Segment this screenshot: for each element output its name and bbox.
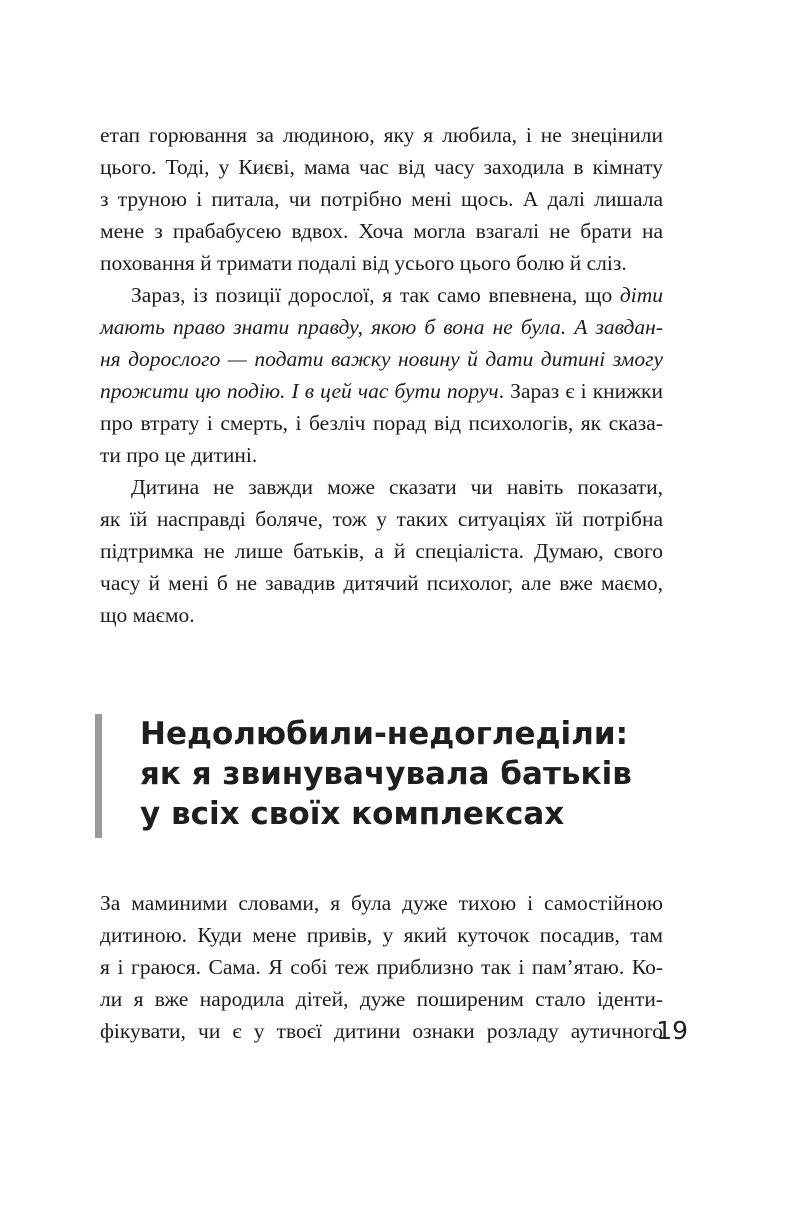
italic-line: ня дорослого — подати важку новину й дати дитині змогу [100, 347, 663, 371]
text-line: Дитина не завжди може сказати чи навіть показати, [131, 475, 663, 499]
text-line: цього. Тоді, у Києві, мама час від часу заходила в кімнату [100, 155, 663, 179]
heading-line: у всіх своїх комплексах [140, 796, 565, 832]
text-line: що маємо. [100, 603, 195, 627]
text-line: з труною і питала, чи потрібно мені щось. А далі лишала [100, 187, 663, 211]
text-line: про втрату і смерть, і безліч порад від психологів, як сказа- [100, 411, 663, 435]
heading-line: як я звинувачувала батьків [140, 756, 632, 792]
text-line: як їй насправді боляче, тож у таких ситуаціях їй потрібна [100, 507, 663, 531]
text-line: часу й мені б не завадив дитячий психолог, але вже маємо, [100, 571, 663, 595]
text-line: мене з прабабусею вдвох. Хоча могла взагалі не брати на [100, 219, 663, 243]
text-line: етап горювання за людиною, яку я любила, і не знецінили [100, 123, 663, 147]
page-number: 19 [656, 1016, 688, 1045]
italic-run: діти [619, 283, 663, 307]
text-line [100, 279, 663, 311]
body-text-bottom [100, 887, 663, 1047]
section-heading [95, 714, 675, 838]
italic-line: мають право знати правду, якою б вона не була. А завдан- [100, 315, 663, 339]
text-run: Зараз, із позиції дорослої, я так само впевнена, що [131, 283, 620, 307]
text-line: дитиною. Куди мене привів, у який куточок посадив, там [100, 923, 663, 947]
heading-text [140, 714, 632, 834]
text-line: я і граюся. Сама. Я собі теж приблизно так і пам’ятаю. Ко- [100, 955, 663, 979]
text-line [100, 375, 663, 407]
text-line: підтримка не лише батьків, а й спеціаліста. Думаю, свого [100, 539, 663, 563]
heading-line: Недолюбили-недогледіли: [140, 716, 628, 752]
text-line: ли я вже народила дітей, дуже поширеним стало іденти- [100, 987, 663, 1011]
text-line: поховання й тримати подалі від усього цього болю й сліз. [100, 251, 627, 275]
italic-run: прожити цю подію. І в цей час бути поруч [100, 379, 499, 403]
text-line: ти про це дитині. [100, 443, 258, 467]
text-run: . Зараз є і книжки [498, 379, 663, 403]
heading-accent-bar [95, 714, 102, 838]
text-line: фікувати, чи є у твоєї дитини ознаки розладу аутичного [100, 1019, 663, 1043]
body-text-top [100, 119, 663, 631]
text-line: За маминими словами, я була дуже тихою і самостійною [100, 891, 663, 915]
